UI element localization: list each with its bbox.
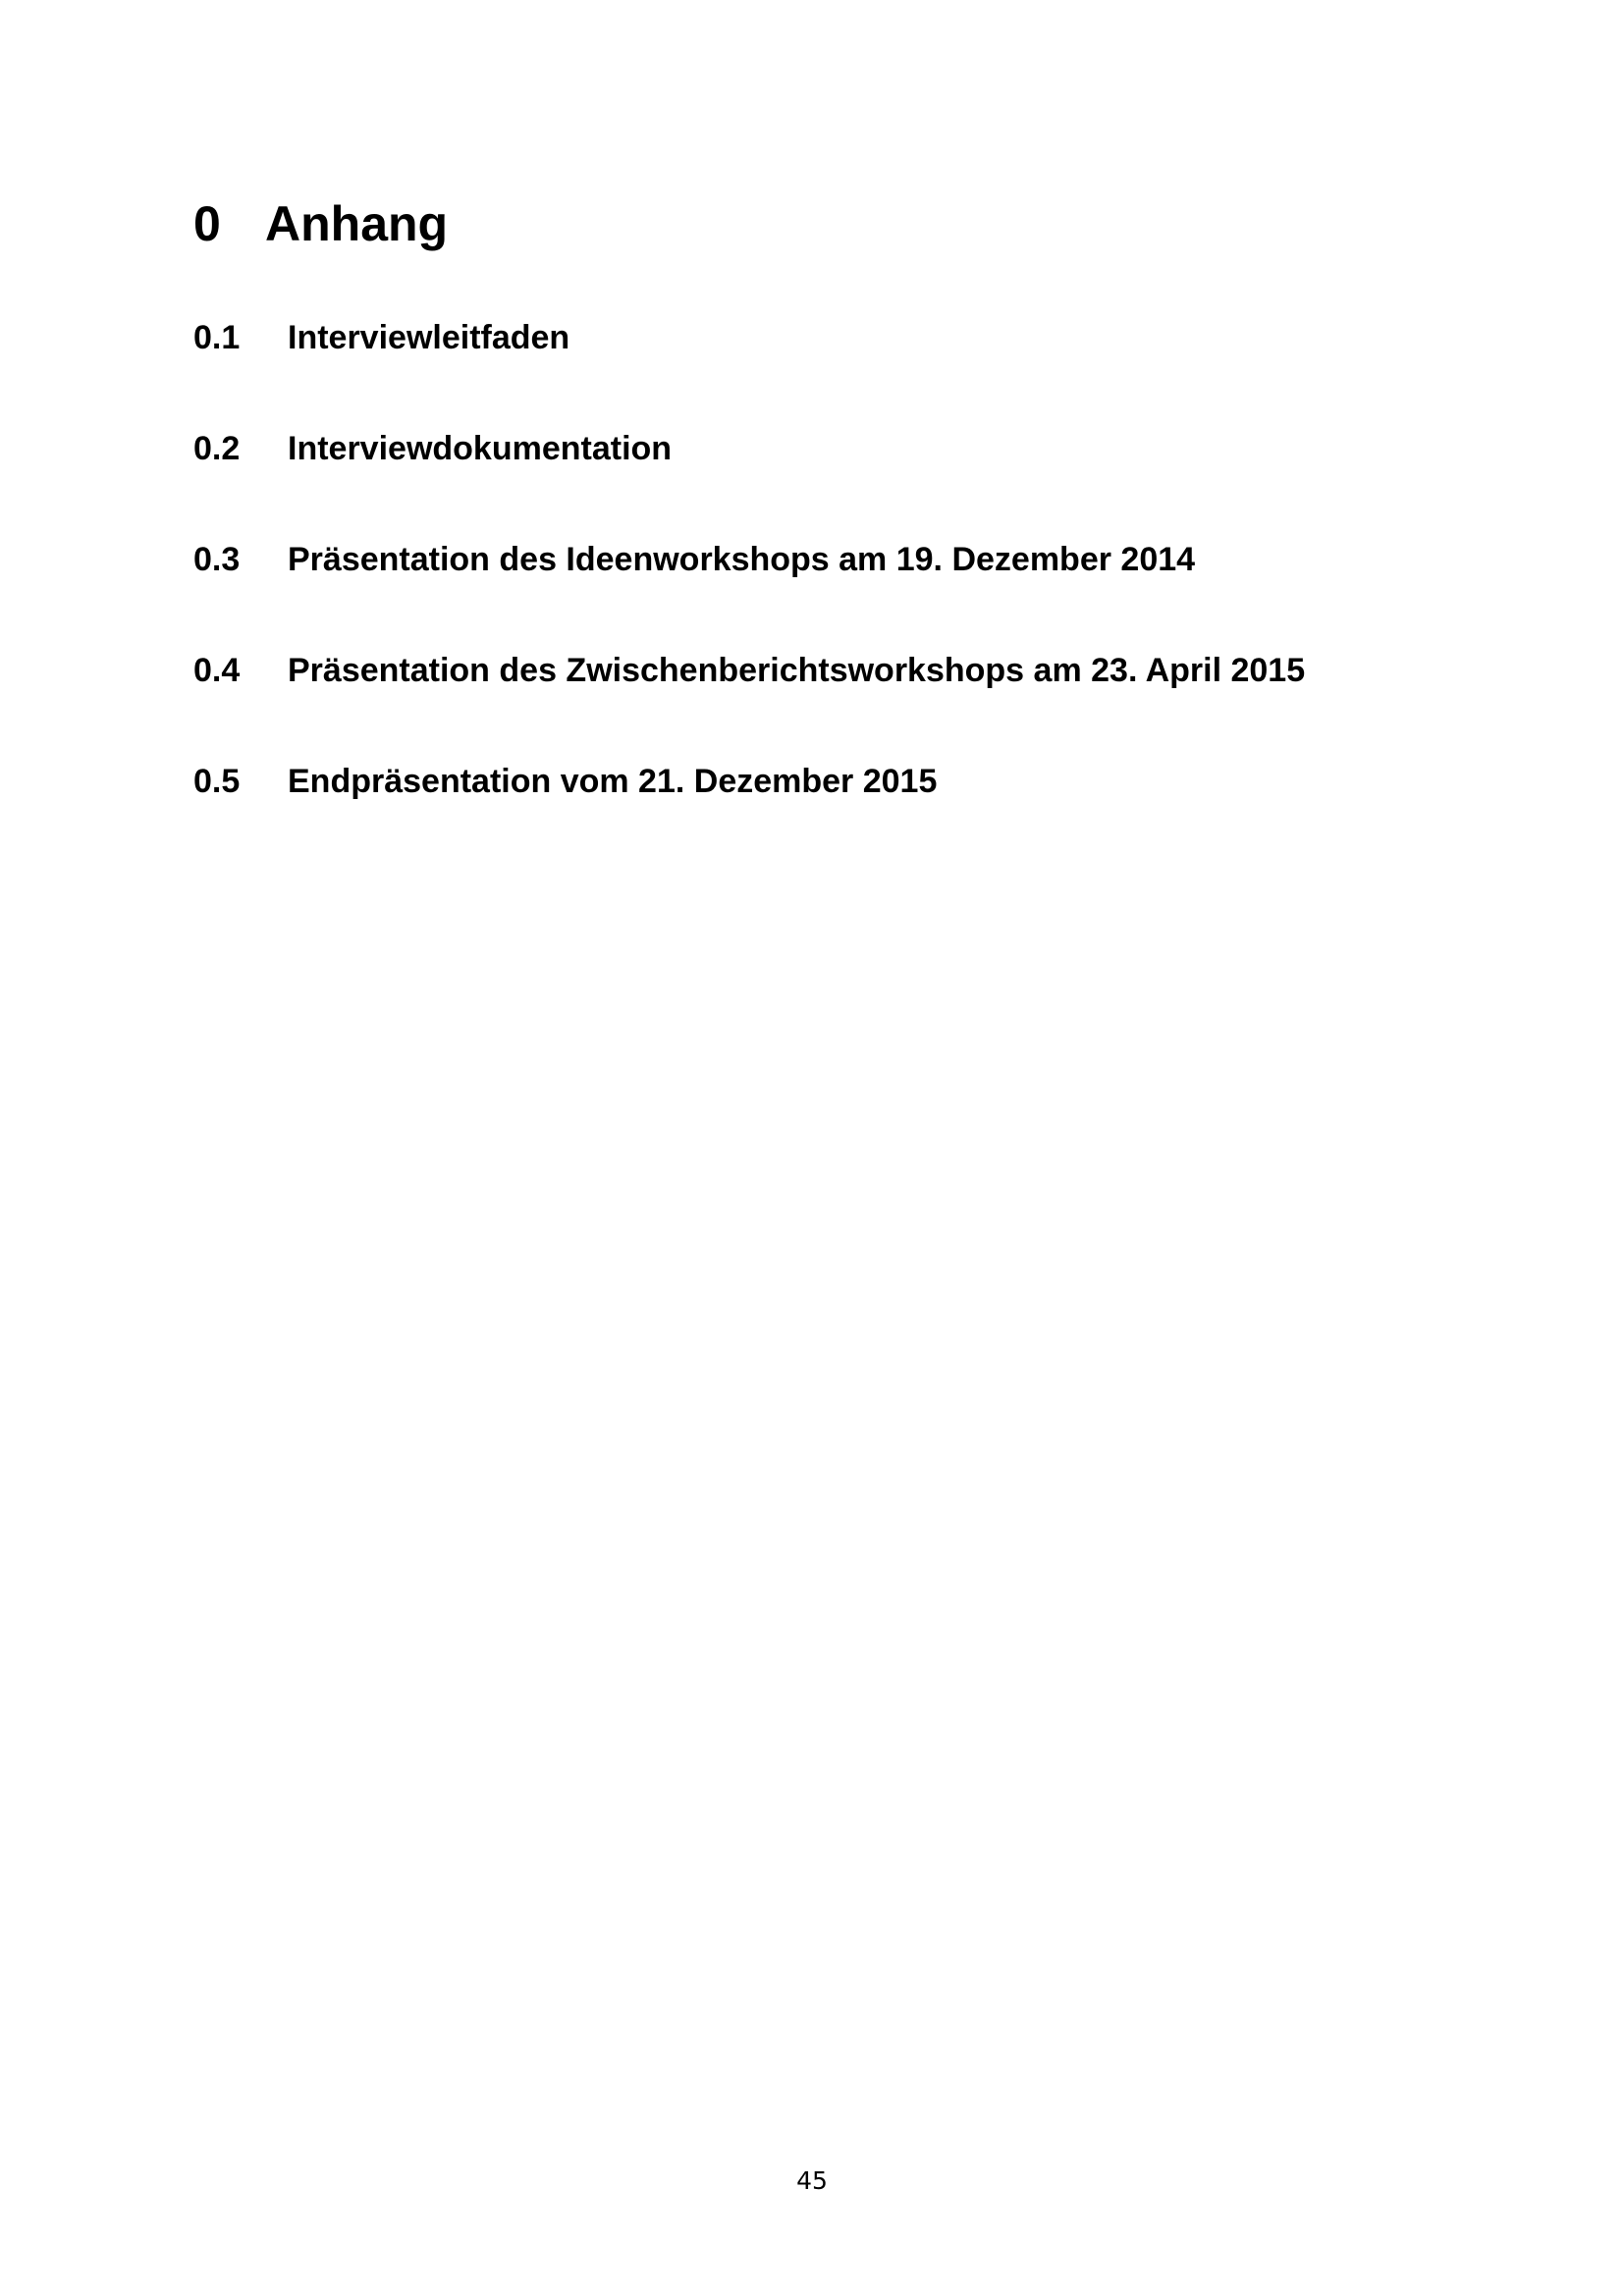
section-heading-0-3 [193,538,1305,649]
section-title: Endpräsentation vom 21. Dezember 2015 [288,763,938,800]
section-number: 0.5 [193,763,241,800]
section-heading-0-5 [193,760,1305,871]
section-heading-0-2 [193,427,1305,538]
section-title: Präsentation des Ideenworkshops am 19. Dezember 2014 [288,541,1196,578]
section-number: 0.3 [193,541,241,578]
chapter-number: 0 [193,196,221,251]
chapter-heading [193,192,448,255]
section-title: Interviewleitfaden [288,319,570,356]
section-list [193,316,1305,871]
page-number: 45 [796,2166,828,2195]
section-number: 0.4 [193,652,241,689]
section-heading-0-1 [193,316,1305,427]
section-title: Interviewdokumentation [288,430,673,467]
section-number: 0.2 [193,430,241,467]
section-heading-0-4 [193,649,1305,760]
chapter-title: Anhang [265,196,449,251]
section-title: Präsentation des Zwischenberichtsworkshops am 23. April 2015 [288,652,1306,689]
section-number: 0.1 [193,319,241,356]
